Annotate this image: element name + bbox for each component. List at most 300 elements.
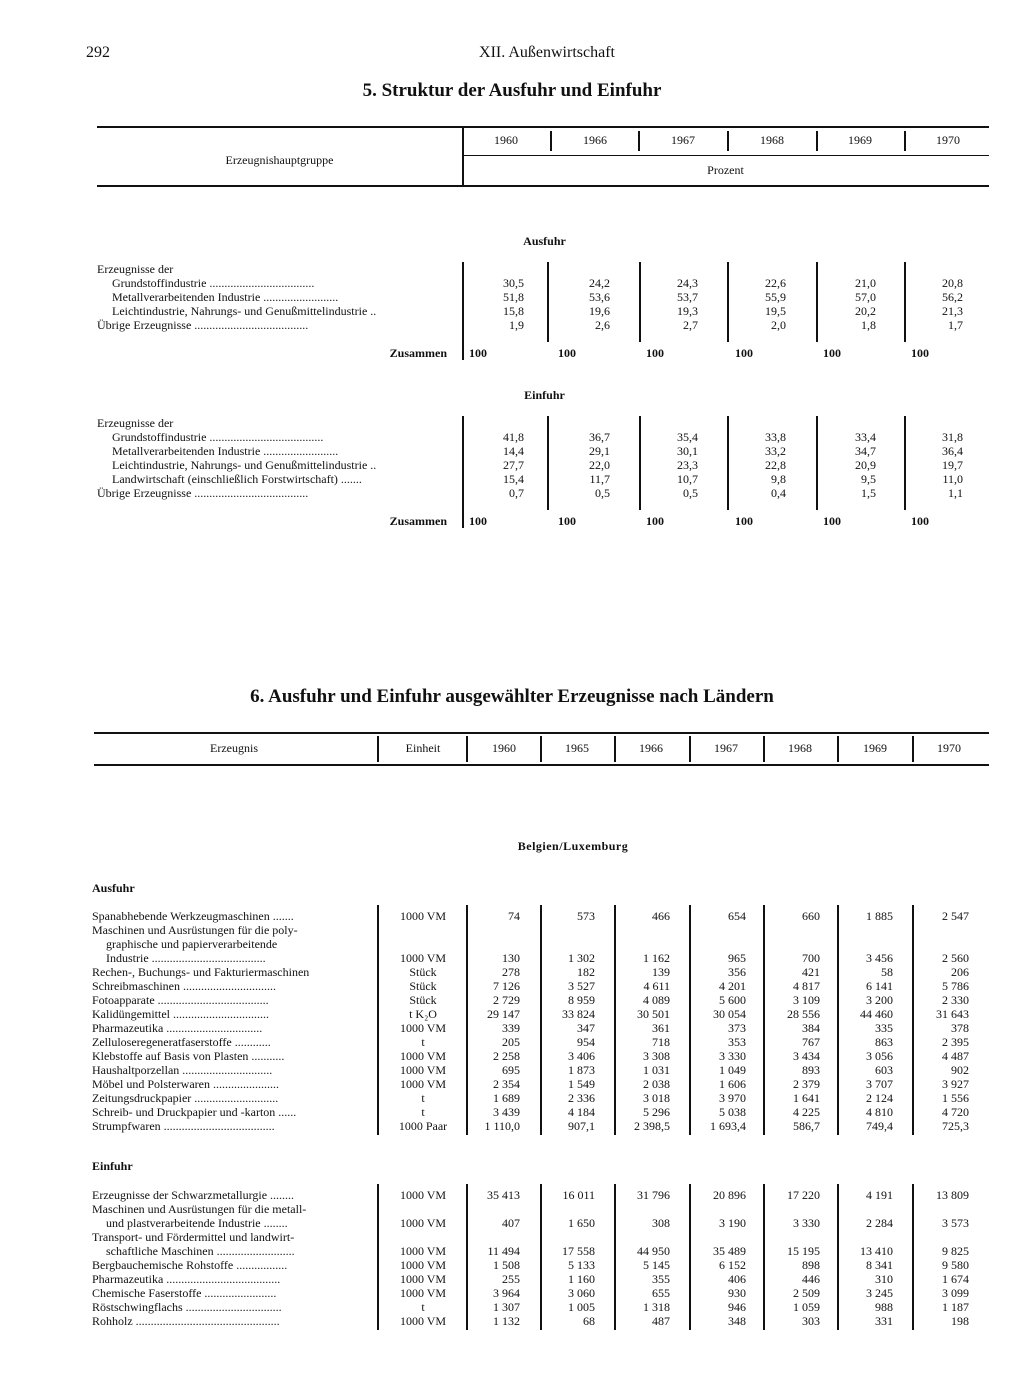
cell-value: 5 600 (719, 993, 746, 1007)
cell-value: 53,7 (677, 290, 698, 304)
vrule-col (912, 905, 914, 1135)
cell-value: 35 413 (487, 1188, 520, 1202)
unit-value: 1000 VM (399, 1216, 447, 1230)
cell-value: 28 556 (787, 1007, 820, 1021)
cell-value: 898 (802, 1258, 820, 1272)
cell-value: 1 556 (942, 1091, 969, 1105)
row-label: Metallverarbeitenden Industrie ......................... (112, 290, 339, 304)
cell-value: 3 964 (493, 1286, 520, 1300)
row-label: Maschinen und Ausrüstungen für die poly- (92, 923, 298, 937)
cell-value: 4 817 (793, 979, 820, 993)
cell-value: 3 970 (719, 1091, 746, 1105)
cell-value: 8 959 (568, 993, 595, 1007)
total-value: 100 (735, 514, 753, 528)
row-label: Landwirtschaft (einschließlich Forstwirtschaft) ....... (112, 472, 362, 486)
row-label: graphische und papierverarbeitende (106, 937, 278, 951)
row-label: Erzeugnisse der Schwarzmetallurgie ........ (92, 1188, 295, 1202)
year-header: 1970 (936, 133, 960, 147)
cell-value: 4 611 (643, 979, 670, 993)
cell-value: 1 693,4 (710, 1119, 746, 1133)
cell-value: 6 152 (719, 1258, 746, 1272)
cell-value: 361 (652, 1021, 670, 1035)
cell-value: 19,5 (765, 304, 786, 318)
cell-value: 4 810 (866, 1105, 893, 1119)
cell-value: 348 (728, 1314, 746, 1328)
unit-value: 1000 Paar (398, 1119, 448, 1133)
cell-value: 51,8 (503, 290, 524, 304)
unit-value: t (421, 1091, 425, 1105)
cell-value: 3 439 (493, 1105, 520, 1119)
cell-value: 30 501 (637, 1007, 670, 1021)
cell-value: 1 689 (493, 1091, 520, 1105)
cell-value: 44 950 (637, 1244, 670, 1258)
cell-value: 603 (875, 1063, 893, 1077)
row-label: Röstschwingflachs ................................ (92, 1300, 282, 1314)
cell-value: 421 (802, 965, 820, 979)
year-separator (763, 736, 765, 762)
cell-value: 3 099 (942, 1286, 969, 1300)
row-label: Schreibmaschinen ............................... (92, 979, 276, 993)
cell-value: 9,8 (771, 472, 786, 486)
cell-value: 2 729 (493, 993, 520, 1007)
cell-value: 21,0 (855, 276, 876, 290)
vrule-col (763, 905, 765, 1135)
cell-value: 16 011 (562, 1188, 595, 1202)
cell-value: 339 (502, 1021, 520, 1035)
running-head: XII. Außenwirtschaft (479, 44, 615, 61)
cell-value: 56,2 (942, 290, 963, 304)
cell-value: 33,8 (765, 430, 786, 444)
cell-value: 4 720 (942, 1105, 969, 1119)
cell-value: 33,2 (765, 444, 786, 458)
vrule-col (462, 416, 464, 528)
row-label: Industrie ...................................... (106, 951, 266, 965)
cell-value: 53,6 (589, 290, 610, 304)
cell-value: 586,7 (793, 1119, 820, 1133)
cell-value: 2 509 (793, 1286, 820, 1300)
cell-value: 406 (728, 1272, 746, 1286)
unit-value: 1000 VM (399, 1272, 447, 1286)
column-header-unit: Einheit (405, 741, 441, 755)
cell-value: 1 187 (942, 1300, 969, 1314)
year-header: 1967 (714, 741, 738, 755)
cell-value: 139 (652, 965, 670, 979)
rule-unit (462, 155, 989, 156)
cell-value: 3 573 (942, 1216, 969, 1230)
cell-value: 2 258 (493, 1049, 520, 1063)
section-heading: Ausfuhr (92, 881, 135, 895)
cell-value: 654 (728, 909, 746, 923)
cell-value: 749,4 (866, 1119, 893, 1133)
row-label: Schreib- und Druckpapier und -karton ...... (92, 1105, 297, 1119)
cell-value: 41,8 (503, 430, 524, 444)
cell-value: 1 160 (568, 1272, 595, 1286)
group-label: Erzeugnisse der (97, 262, 174, 276)
vrule-col (614, 905, 616, 1135)
cell-value: 695 (502, 1063, 520, 1077)
cell-value: 4 089 (643, 993, 670, 1007)
total-value: 100 (646, 514, 664, 528)
cell-value: 30,1 (677, 444, 698, 458)
cell-value: 3 456 (866, 951, 893, 965)
cell-value: 2 330 (942, 993, 969, 1007)
cell-value: 3 527 (568, 979, 595, 993)
cell-value: 1 307 (493, 1300, 520, 1314)
cell-value: 74 (508, 909, 520, 923)
year-header: 1968 (788, 741, 812, 755)
section-heading: Einfuhr (92, 1159, 133, 1173)
cell-value: 356 (728, 965, 746, 979)
vrule-col (377, 905, 379, 1135)
cell-value: 347 (577, 1021, 595, 1035)
cell-value: 30 054 (713, 1007, 746, 1021)
year-separator (540, 736, 542, 762)
cell-value: 198 (951, 1314, 969, 1328)
vrule-col (816, 416, 818, 510)
unit-value: 1000 VM (399, 1314, 447, 1328)
cell-value: 353 (728, 1035, 746, 1049)
cell-value: 1 641 (793, 1091, 820, 1105)
cell-value: 19,7 (942, 458, 963, 472)
vrule-col (816, 262, 818, 342)
row-label: Leichtindustrie, Nahrungs- und Genußmittelindustrie .. (112, 304, 377, 318)
vrule-col (689, 905, 691, 1135)
cell-value: 946 (728, 1300, 746, 1314)
page-number: 292 (86, 44, 110, 61)
column-header: Erzeugnishauptgruppe (225, 153, 334, 167)
cell-value: 3 707 (866, 1077, 893, 1091)
cell-value: 1 132 (493, 1314, 520, 1328)
cell-value: 2 038 (643, 1077, 670, 1091)
cell-value: 2,0 (771, 318, 786, 332)
unit-value: t K₂O (409, 1007, 437, 1021)
cell-value: 22,8 (765, 458, 786, 472)
cell-value: 1 606 (719, 1077, 746, 1091)
cell-value: 6 141 (866, 979, 893, 993)
cell-value: 893 (802, 1063, 820, 1077)
row-label: Übrige Erzeugnisse ...................................... (97, 318, 309, 332)
cell-value: 31 643 (936, 1007, 969, 1021)
cell-value: 34,7 (855, 444, 876, 458)
unit-value: t (421, 1300, 425, 1314)
vrule-col (540, 905, 542, 1135)
total-value: 100 (911, 514, 929, 528)
vrule-col (540, 1184, 542, 1330)
vrule-col (547, 416, 549, 510)
cell-value: 7 126 (493, 979, 520, 993)
cell-value: 1 650 (568, 1216, 595, 1230)
unit-value: t (421, 1035, 425, 1049)
unit-value: 1000 VM (399, 1063, 447, 1077)
cell-value: 13 410 (860, 1244, 893, 1258)
cell-value: 1,7 (948, 318, 963, 332)
cell-value: 0,5 (595, 486, 610, 500)
cell-value: 11 494 (487, 1244, 520, 1258)
row-label: Möbel und Polsterwaren ...................... (92, 1077, 279, 1091)
row-label: Kalidüngemittel ................................ (92, 1007, 269, 1021)
cell-value: 2 284 (866, 1216, 893, 1230)
year-separator (727, 131, 729, 151)
cell-value: 1 049 (719, 1063, 746, 1077)
unit-value: 1000 VM (399, 951, 447, 965)
cell-value: 3 018 (643, 1091, 670, 1105)
cell-value: 446 (802, 1272, 820, 1286)
cell-value: 0,4 (771, 486, 786, 500)
cell-value: 1 005 (568, 1300, 595, 1314)
row-label: Leichtindustrie, Nahrungs- und Genußmittelindustrie .. (112, 458, 377, 472)
cell-value: 35 489 (713, 1244, 746, 1258)
year-header: 1969 (863, 741, 887, 755)
cell-value: 2 395 (942, 1035, 969, 1049)
vrule-col (639, 262, 641, 342)
row-label: Pharmazeutika ...................................... (92, 1272, 281, 1286)
cell-value: 902 (951, 1063, 969, 1077)
row-label: Spanabhebende Werkzeugmaschinen ....... (92, 909, 294, 923)
vrule-col (763, 1184, 765, 1330)
cell-value: 1,1 (948, 486, 963, 500)
cell-value: 17 558 (562, 1244, 595, 1258)
unit-value: 1000 VM (399, 1188, 447, 1202)
cell-value: 1 674 (942, 1272, 969, 1286)
cell-value: 23,3 (677, 458, 698, 472)
row-label: Haushaltporzellan .............................. (92, 1063, 273, 1077)
row-label: schaftliche Maschinen .......................... (106, 1244, 295, 1258)
cell-value: 2 547 (942, 909, 969, 923)
cell-value: 3 927 (942, 1077, 969, 1091)
vrule-col (727, 262, 729, 342)
cell-value: 57,0 (855, 290, 876, 304)
cell-value: 20,8 (942, 276, 963, 290)
year-separator (550, 131, 552, 151)
cell-value: 2 354 (493, 1077, 520, 1091)
cell-value: 24,3 (677, 276, 698, 290)
total-value: 100 (469, 346, 487, 360)
cell-value: 988 (875, 1300, 893, 1314)
cell-value: 466 (652, 909, 670, 923)
cell-value: 2 379 (793, 1077, 820, 1091)
row-label: und plastverarbeitende Industrie ........ (106, 1216, 288, 1230)
unit-value: 1000 VM (399, 1258, 447, 1272)
cell-value: 31,8 (942, 430, 963, 444)
cell-value: 1 885 (866, 909, 893, 923)
cell-value: 3 060 (568, 1286, 595, 1300)
cell-value: 33 824 (562, 1007, 595, 1021)
total-value: 100 (823, 346, 841, 360)
cell-value: 2 124 (866, 1091, 893, 1105)
year-header: 1968 (760, 133, 784, 147)
cell-value: 310 (875, 1272, 893, 1286)
vrule-col (904, 416, 906, 510)
cell-value: 19,6 (589, 304, 610, 318)
cell-value: 930 (728, 1286, 746, 1300)
cell-value: 22,0 (589, 458, 610, 472)
row-label: Grundstoffindustrie ...................................... (112, 430, 324, 444)
cell-value: 3 056 (866, 1049, 893, 1063)
cell-value: 718 (652, 1035, 670, 1049)
cell-value: 1 318 (643, 1300, 670, 1314)
cell-value: 1 110,0 (484, 1119, 520, 1133)
unit-value: Stück (409, 965, 437, 979)
unit-value: 1000 VM (399, 1021, 447, 1035)
cell-value: 3 190 (719, 1216, 746, 1230)
cell-value: 767 (802, 1035, 820, 1049)
vrule-col (837, 1184, 839, 1330)
vrule-col (639, 416, 641, 510)
cell-value: 35,4 (677, 430, 698, 444)
vrule-col (904, 262, 906, 342)
unit-value: 1000 VM (399, 1077, 447, 1091)
cell-value: 33,4 (855, 430, 876, 444)
cell-value: 8 341 (866, 1258, 893, 1272)
cell-value: 19,3 (677, 304, 698, 318)
cell-value: 573 (577, 909, 595, 923)
year-separator (377, 736, 379, 762)
cell-value: 4 184 (568, 1105, 595, 1119)
cell-value: 29,1 (589, 444, 610, 458)
cell-value: 27,7 (503, 458, 524, 472)
row-label: Bergbauchemische Rohstoffe ................. (92, 1258, 288, 1272)
cell-value: 205 (502, 1035, 520, 1049)
cell-value: 863 (875, 1035, 893, 1049)
unit-value: 1000 VM (399, 1049, 447, 1063)
cell-value: 660 (802, 909, 820, 923)
cell-value: 1 549 (568, 1077, 595, 1091)
cell-value: 355 (652, 1272, 670, 1286)
row-label: Maschinen und Ausrüstungen für die metall- (92, 1202, 307, 1216)
row-label: Grundstoffindustrie ................................... (112, 276, 315, 290)
vrule-col (466, 1184, 468, 1330)
cell-value: 407 (502, 1216, 520, 1230)
rule-header-bottom (94, 764, 989, 766)
cell-value: 373 (728, 1021, 746, 1035)
cell-value: 4 191 (866, 1188, 893, 1202)
rule-top (94, 732, 989, 734)
cell-value: 5 133 (568, 1258, 595, 1272)
year-header: 1960 (494, 133, 518, 147)
cell-value: 308 (652, 1216, 670, 1230)
cell-value: 1 059 (793, 1300, 820, 1314)
cell-value: 4 225 (793, 1105, 820, 1119)
cell-value: 3 330 (719, 1049, 746, 1063)
total-value: 100 (823, 514, 841, 528)
cell-value: 1 873 (568, 1063, 595, 1077)
total-value: 100 (469, 514, 487, 528)
cell-value: 1 302 (568, 951, 595, 965)
cell-value: 0,5 (683, 486, 698, 500)
cell-value: 9 580 (942, 1258, 969, 1272)
year-header: 1966 (639, 741, 663, 755)
unit-value: Stück (409, 993, 437, 1007)
cell-value: 3 109 (793, 993, 820, 1007)
cell-value: 5 786 (942, 979, 969, 993)
vrule-col (912, 1184, 914, 1330)
row-label: Metallverarbeitenden Industrie ......................... (112, 444, 339, 458)
total-value: 100 (646, 346, 664, 360)
cell-value: 206 (951, 965, 969, 979)
total-label: Zusammen (389, 346, 447, 360)
year-header: 1965 (565, 741, 589, 755)
vrule-col (462, 262, 464, 360)
year-separator (614, 736, 616, 762)
row-label: Pharmazeutika ................................ (92, 1021, 263, 1035)
row-label: Rohholz ................................................ (92, 1314, 280, 1328)
cell-value: 21,3 (942, 304, 963, 318)
total-label: Zusammen (389, 514, 447, 528)
cell-value: 4 201 (719, 979, 746, 993)
cell-value: 335 (875, 1021, 893, 1035)
cell-value: 10,7 (677, 472, 698, 486)
row-label: Zeitungsdruckpapier ............................ (92, 1091, 279, 1105)
row-label: Rechen-, Buchungs- und Fakturiermaschinen (92, 965, 310, 979)
cell-value: 36,4 (942, 444, 963, 458)
cell-value: 182 (577, 965, 595, 979)
year-separator (912, 736, 914, 762)
cell-value: 30,5 (503, 276, 524, 290)
cell-value: 378 (951, 1021, 969, 1035)
year-separator (689, 736, 691, 762)
cell-value: 487 (652, 1314, 670, 1328)
rule-header-bottom (97, 185, 989, 187)
row-label: Übrige Erzeugnisse ...................................... (97, 486, 309, 500)
cell-value: 11,7 (589, 472, 610, 486)
section-heading: Einfuhr (524, 388, 565, 402)
cell-value: 14,4 (503, 444, 524, 458)
year-separator (904, 131, 906, 151)
vrule-col (689, 1184, 691, 1330)
cell-value: 3 406 (568, 1049, 595, 1063)
vrule-col (466, 905, 468, 1135)
cell-value: 9,5 (861, 472, 876, 486)
cell-value: 3 434 (793, 1049, 820, 1063)
country-heading: Belgien/Luxemburg (517, 839, 629, 853)
cell-value: 11,0 (942, 472, 963, 486)
cell-value: 1,5 (861, 486, 876, 500)
cell-value: 384 (802, 1021, 820, 1035)
unit-value: Stück (409, 979, 437, 993)
cell-value: 15 195 (787, 1244, 820, 1258)
cell-value: 1 031 (643, 1063, 670, 1077)
cell-value: 36,7 (589, 430, 610, 444)
total-value: 100 (558, 346, 576, 360)
cell-value: 3 200 (866, 993, 893, 1007)
unit-label: Prozent (707, 163, 744, 177)
cell-value: 5 296 (643, 1105, 670, 1119)
section-heading: Ausfuhr (523, 234, 566, 248)
year-separator (466, 736, 468, 762)
cell-value: 965 (728, 951, 746, 965)
cell-value: 1 162 (643, 951, 670, 965)
cell-value: 44 460 (860, 1007, 893, 1021)
cell-value: 15,8 (503, 304, 524, 318)
cell-value: 31 796 (637, 1188, 670, 1202)
row-label: Klebstoffe auf Basis von Plasten ........... (92, 1049, 285, 1063)
total-value: 100 (558, 514, 576, 528)
cell-value: 2 560 (942, 951, 969, 965)
vrule-col (547, 262, 549, 342)
cell-value: 255 (502, 1272, 520, 1286)
row-label: Strumpfwaren ..................................... (92, 1119, 275, 1133)
total-value: 100 (735, 346, 753, 360)
cell-value: 5 038 (719, 1105, 746, 1119)
year-header: 1969 (848, 133, 872, 147)
cell-value: 700 (802, 951, 820, 965)
vrule-col (614, 1184, 616, 1330)
group-label: Erzeugnisse der (97, 416, 174, 430)
year-header: 1966 (583, 133, 607, 147)
table-6-title: 6. Ausfuhr und Einfuhr ausgewählter Erzeugnisse nach Ländern (250, 686, 774, 707)
cell-value: 13 809 (936, 1188, 969, 1202)
cell-value: 58 (881, 965, 893, 979)
